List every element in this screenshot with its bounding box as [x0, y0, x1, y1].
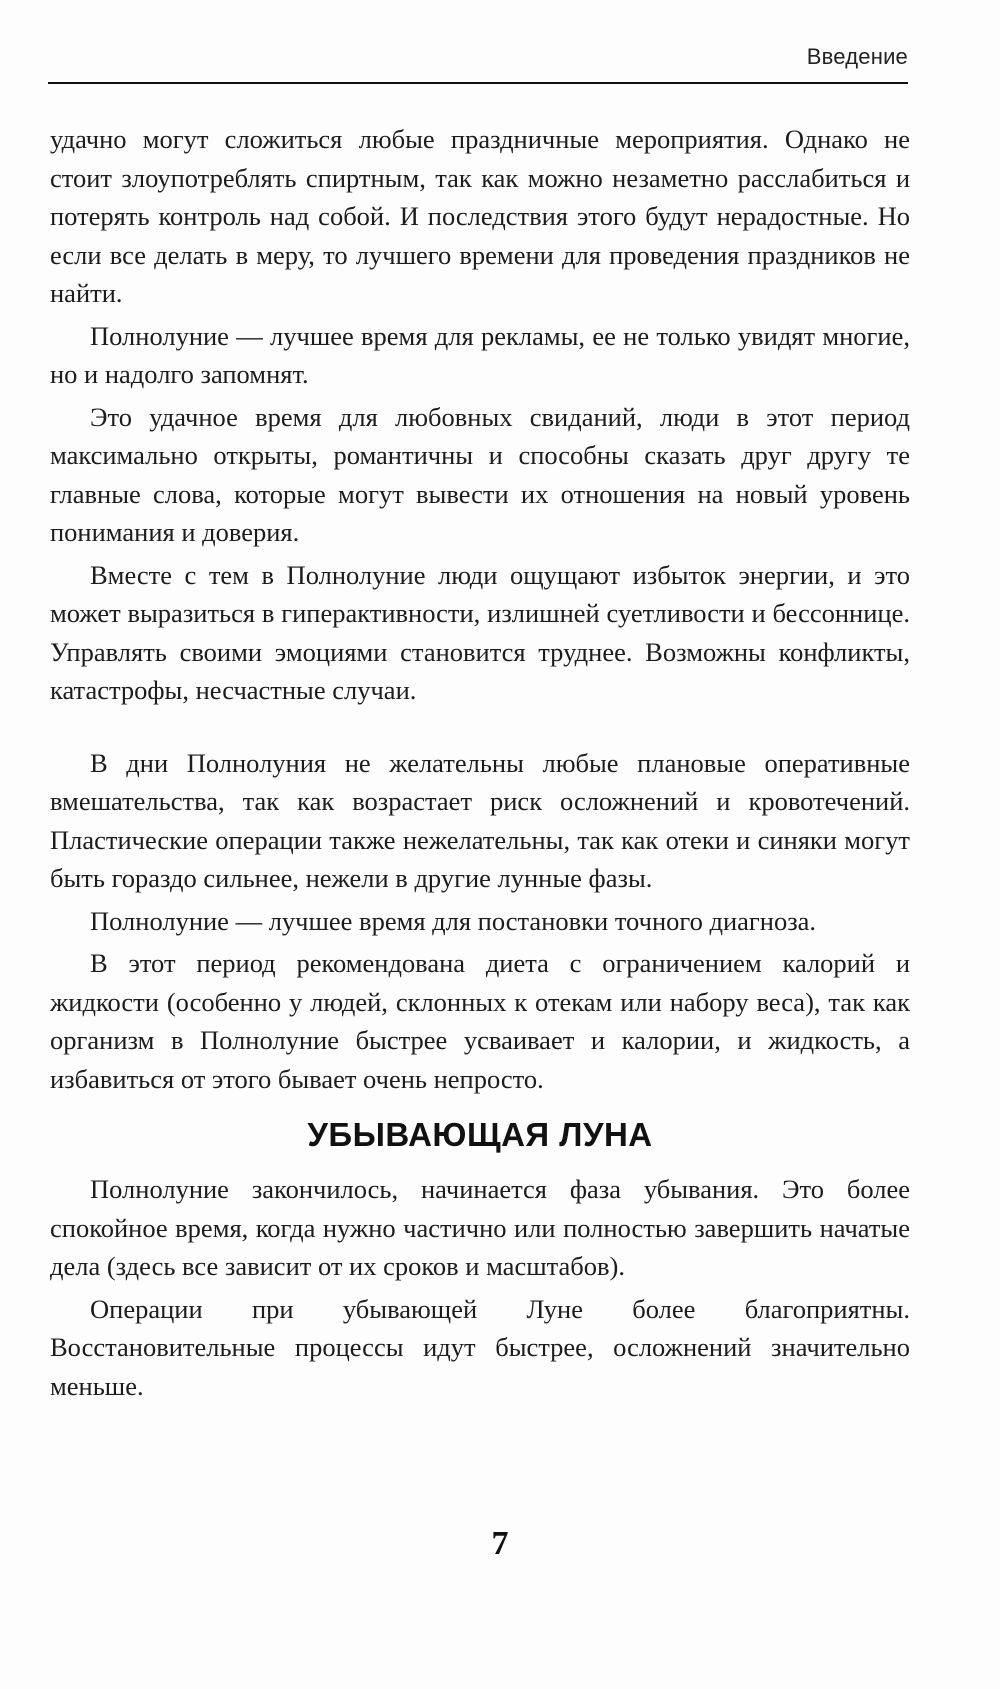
paragraph-holidays: удачно могут сложиться любые праздничные мероприятия. Однако не стоит злоупотреблять спиртным, так как можно незаметно расслабиться и потерять контроль над собой. И последствия этого будут нерадостные. Но если все делать в меру, то лучшего времени для проведения праздников не найти.	[50, 124, 910, 308]
section-heading: УБЫВАЮЩАЯ ЛУНА	[307, 1116, 653, 1153]
paragraph-waning-phase: Полнолуние закончилось, начинается фаза убывания. Это более спокойное время, когда нужно частично или полностью завершить начатые дела (здесь все зависит от их сроков и масштабов).	[50, 1174, 910, 1281]
paragraph-surgery: В дни Полнолуния не желательны любые плановые оперативные вмешательства, так как возрастает риск осложнений и кровотечений. Пластические операции также нежелательны, так как отеки и синяки могут быть гораздо сильнее, нежели в другие лунные фазы.	[50, 747, 910, 893]
paragraph-diagnosis: Полнолуние — лучшее время для постановки точного диагноза.	[90, 905, 817, 936]
running-header: Введение	[806, 44, 908, 69]
paragraph-diet: В этот период рекомендована диета с ограничением калорий и жидкости (особенно у людей, склонных к отекам или набору веса), так как организм в Полнолуние быстрее усваивает и калории, и жидкость, а избавиться от этого бывает очень непросто.	[50, 948, 910, 1094]
page-number: 7	[491, 1525, 509, 1562]
paragraph-energy: Вместе с тем в Полнолуние люди ощущают избыток энергии, и это может выразиться в гиперактивности, излишней суетливости и бессоннице. Управлять своими эмоциями становится труднее. Возможны конфликты, катастрофы, несчастные случаи.	[50, 559, 910, 705]
header-divider	[48, 82, 908, 84]
paragraph-dates: Это удачное время для любовных свиданий, люди в этот период максимально открыты, романтичны и способны сказать друг другу те главные слова, которые могут вывести их отношения на новый уровень понимания и доверия.	[50, 401, 910, 547]
page-body	[50, 120, 910, 1409]
paragraph-waning-operations: Операции при убывающей Луне более благоприятны. Восстановительные процессы идут быстрее, осложнений значительно меньше.	[50, 1293, 910, 1401]
paragraph-advertising: Полнолуние — лучшее время для рекламы, ее не только увидят многие, но и надолго запомнят.	[50, 320, 910, 389]
